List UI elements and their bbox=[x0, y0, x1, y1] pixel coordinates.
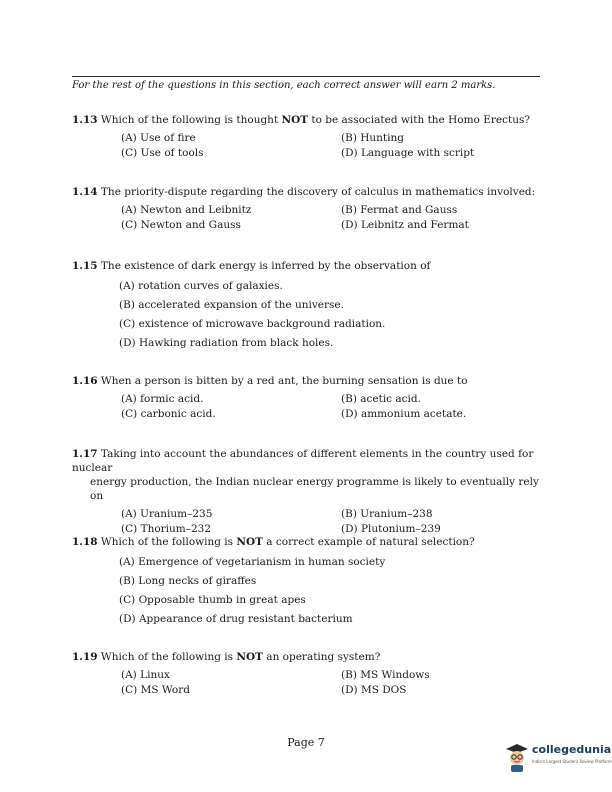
stem-emphasis: NOT bbox=[236, 536, 263, 548]
question-number: 1.16 bbox=[72, 375, 98, 387]
option-a: (A) rotation curves of galaxies. bbox=[119, 280, 283, 292]
stem-text: The priority-dispute regarding the discovery of calculus in mathematics involved: bbox=[100, 186, 536, 198]
option-c: (C) carbonic acid. bbox=[121, 408, 216, 420]
question-number: 1.19 bbox=[72, 651, 98, 663]
option-a: (A) Linux bbox=[121, 669, 170, 681]
stem-text: The existence of dark energy is inferred by the observation of bbox=[100, 260, 431, 272]
stem-text: Which of the following is bbox=[100, 536, 237, 548]
option-d: (D) Plutonium–239 bbox=[341, 523, 441, 535]
question-1-19 bbox=[72, 650, 542, 698]
option-d: (D) ammonium acetate. bbox=[341, 408, 467, 420]
option-d: (D) Leibnitz and Fermat bbox=[341, 219, 469, 231]
top-rule bbox=[72, 76, 540, 77]
question-1-17 bbox=[72, 447, 542, 537]
question-number: 1.15 bbox=[72, 260, 98, 272]
option-b: (B) Hunting bbox=[341, 132, 404, 144]
graduate-mascot-icon bbox=[504, 741, 530, 773]
stem-emphasis: NOT bbox=[281, 114, 309, 126]
option-b: (B) accelerated expansion of the universe. bbox=[119, 299, 344, 311]
stem-text: Taking into account the abundances of different elements in the country used for nuclear bbox=[72, 448, 534, 474]
option-a: (A) Emergence of vegetarianism in human society bbox=[119, 556, 386, 568]
option-d: (D) Language with script bbox=[341, 147, 475, 159]
option-c: (C) MS Word bbox=[121, 684, 190, 696]
option-c: (C) existence of microwave background radiation. bbox=[119, 318, 386, 330]
option-c: (C) Opposable thumb in great apes bbox=[119, 594, 306, 606]
question-1-14 bbox=[72, 185, 542, 233]
option-d: (D) Hawking radiation from black holes. bbox=[119, 337, 334, 349]
stem-text-end: a correct example of natural selection? bbox=[262, 536, 475, 548]
logo-word-1: college bbox=[532, 743, 577, 756]
question-1-15 bbox=[72, 259, 542, 353]
logo-word-2: dunia bbox=[576, 743, 612, 756]
collegedunia-logo bbox=[504, 741, 610, 775]
stem-text: When a person is bitten by a red ant, the burning sensation is due to bbox=[100, 375, 468, 387]
option-c: (C) Thorium–232 bbox=[121, 523, 212, 535]
stem-emphasis: NOT bbox=[236, 651, 263, 663]
option-a: (A) Uranium–235 bbox=[121, 508, 213, 520]
stem-text: Which of the following is thought bbox=[100, 114, 282, 126]
option-a: (A) Use of fire bbox=[121, 132, 196, 144]
option-b: (B) MS Windows bbox=[341, 669, 430, 681]
logo-wordmark bbox=[532, 743, 611, 756]
stem-text-end: an operating system? bbox=[262, 651, 381, 663]
stem-text-continued: energy production, the Indian nuclear energy programme is likely to eventually rely on bbox=[90, 476, 539, 502]
question-1-13 bbox=[72, 113, 542, 161]
option-c: (C) Use of tools bbox=[121, 147, 204, 159]
question-number: 1.13 bbox=[72, 114, 98, 126]
question-1-16 bbox=[72, 374, 542, 422]
option-a: (A) Newton and Leibnitz bbox=[121, 204, 252, 216]
stem-text: Which of the following is bbox=[100, 651, 237, 663]
stem-text-end: to be associated with the Homo Erectus? bbox=[308, 114, 530, 126]
page-number: Page 7 bbox=[287, 736, 325, 749]
option-a: (A) formic acid. bbox=[121, 393, 204, 405]
option-b: (B) Fermat and Gauss bbox=[341, 204, 458, 216]
question-number: 1.17 bbox=[72, 448, 98, 460]
question-number: 1.18 bbox=[72, 536, 98, 548]
option-c: (C) Newton and Gauss bbox=[121, 219, 241, 231]
option-b: (B) Uranium–238 bbox=[341, 508, 433, 520]
option-d: (D) Appearance of drug resistant bacterium bbox=[119, 613, 353, 625]
option-b: (B) acetic acid. bbox=[341, 393, 421, 405]
question-number: 1.14 bbox=[72, 186, 98, 198]
question-1-18 bbox=[72, 535, 542, 629]
logo-tagline: India's Largest Student Review Platform bbox=[532, 759, 612, 764]
option-b: (B) Long necks of giraffes bbox=[119, 575, 257, 587]
section-note: For the rest of the questions in this section, each correct answer will earn 2 marks. bbox=[72, 80, 496, 91]
option-d: (D) MS DOS bbox=[341, 684, 407, 696]
